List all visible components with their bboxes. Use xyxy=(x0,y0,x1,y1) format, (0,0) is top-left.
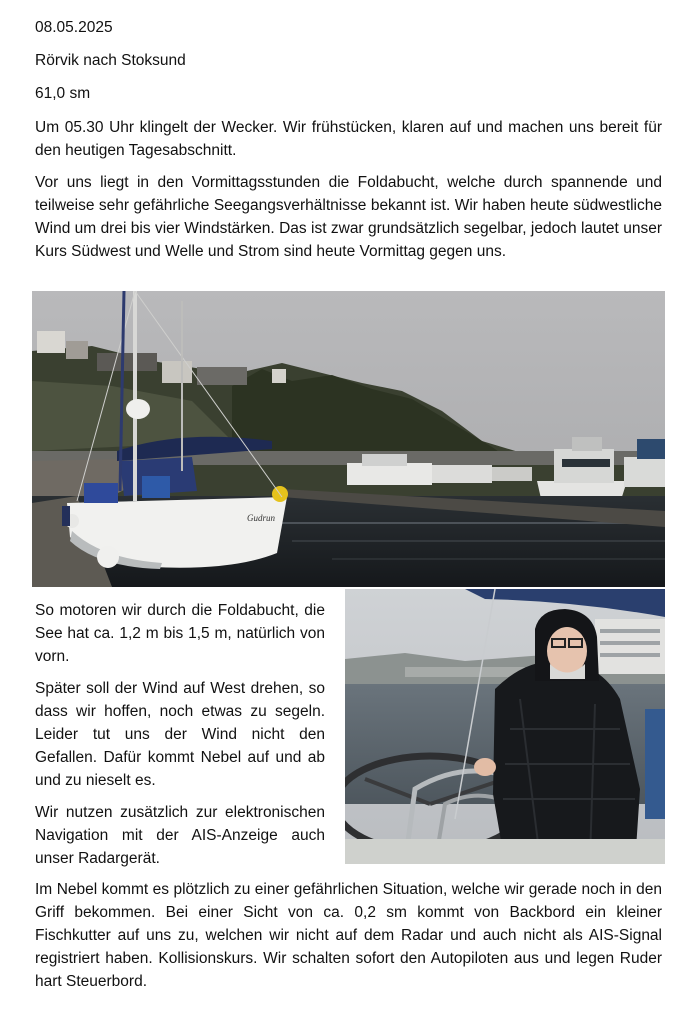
paragraph-foldabucht: Vor uns liegt in den Vormittagsstunden die Foldabucht, welche durch spannende und teilweise sehr gefährliche Seegangsverhältnisse bekannt ist. Wir haben heute südwestliche Wind um drei bis vier Windstärken. Das ist zwar grundsätzlich segelbar, jedoch lautet unser Kurs Südwest und Welle und Strom sind heute Vormittag gegen uns. xyxy=(35,174,662,260)
paragraph-navigation: Wir nutzen zusätzlich zur elektronischen Navigation mit der AIS-Anzeige auch unser Radargerät. xyxy=(35,804,325,867)
marina-photo xyxy=(32,291,665,587)
entry-distance: 61,0 sm xyxy=(35,85,91,102)
paragraph-motoring: So motoren wir durch die Foldabucht, die See hat ca. 1,2 m bis 1,5 m, natürlich von vorn. xyxy=(35,602,325,665)
entry-date: 08.05.2025 xyxy=(35,19,113,36)
entry-route: Rörvik nach Stoksund xyxy=(35,52,186,69)
boat-name-label: Gudrun xyxy=(247,513,276,523)
paragraph-wake-up: Um 05.30 Uhr klingelt der Wecker. Wir frühstücken, klaren auf und machen uns bereit für den heutigen Tagesabschnitt. xyxy=(35,119,662,159)
paragraph-fog-incident: Im Nebel kommt es plötzlich zu einer gefährlichen Situation, welche wir gerade noch in den Griff bekommen. Bei einer Sicht von ca. 0,2 sm kommt von Backbord ein kleiner Fischkutter auf uns zu, welchen wir nicht auf dem Radar und auch nicht als AIS-Signal registriert haben. Kollisionskurs. Wir schalten sofort den Autopiloten aus und legen Ruder hart Steuerbord. xyxy=(35,881,662,990)
helm-photo xyxy=(345,589,665,864)
paragraph-wind-fog: Später soll der Wind auf West drehen, so dass wir hoffen, noch etwas zu segeln. Leider tut uns der Wind nicht den Gefallen. Dafür kommt Nebel auf und ab und zu nieselt es. xyxy=(35,680,325,789)
